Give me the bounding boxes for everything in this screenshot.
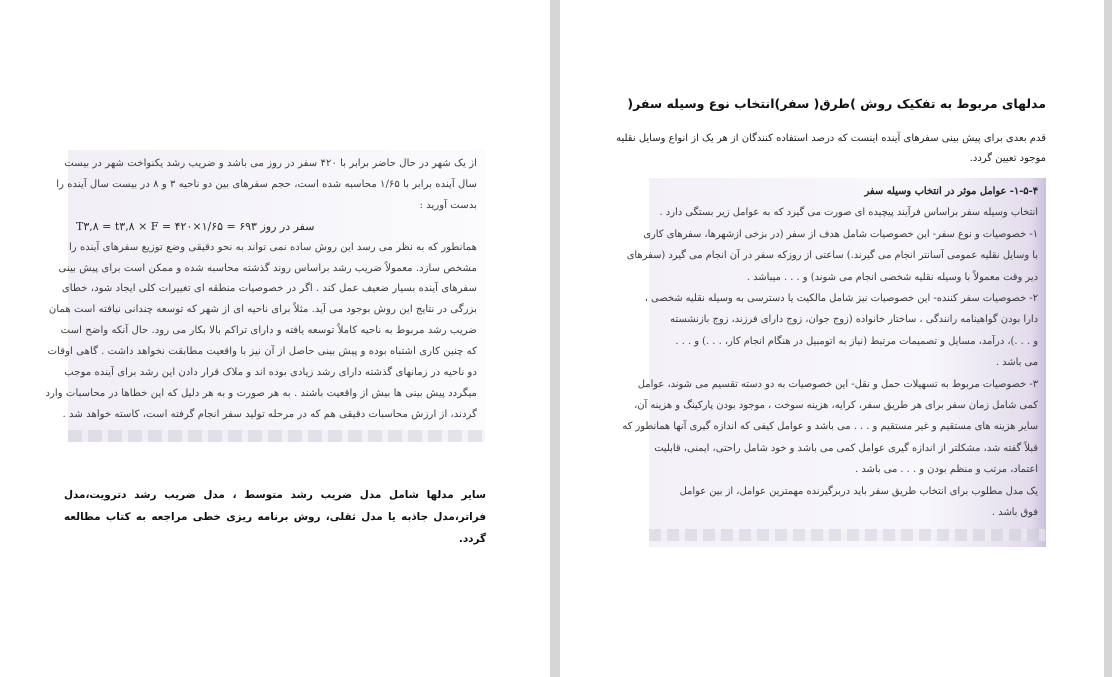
left-caption-paragraph: سایر مدلها شامل مدل ضریب رشد متوسط ، مدل ضریب رشد دترویت،مدل فراتر،مدل جاذبه یا مدل ثقلی، روش برنامه ریزی خطی مراجعه به کتاب مطالعه گردد. (64, 489, 486, 545)
scan-line: ۳- خصوصیات مربوط به تسهیلات حمل و نقل- این خصوصیات به دو دسته تقسیم می شوند، عوامل (637, 378, 1038, 390)
scan-line: از یک شهر در حال حاضر برابر با ۴۲۰ سفر در روز می باشد و ضریب رشد یکنواخت شهر در بیست (64, 158, 477, 169)
scan-line: اعتماد، مرتب و منظم بودن و . . . می باشد . (855, 464, 1038, 476)
scan-right-lines (622, 181, 1038, 524)
scan-line: فوق باشد . (991, 507, 1038, 519)
scan-line: میگردد پیش بینی ها بیش از واقعیت باشند . به هر صورت و به هر دلیل که این خطاها در محاسبات وارد (45, 387, 477, 399)
scan-line: می باشد . (995, 357, 1038, 369)
scan-line: گردند، از ارزش محاسبات دقیقی هم که در مرحله تولید سفر انجام گرفته است، کاسته خواهد شد . (62, 408, 477, 420)
scan-line: سفرهای آینده بسیار ضعیف عمل کند . اگر در خصوصیات منطقه ای تغییرات کلی ایجاد شود، خطای (61, 283, 477, 295)
scan-line: کمی شامل زمان سفر برای هر طریق سفر، کرایه، هزینه سوخت ، موجود بودن پارکینگ و هزینه آن، (634, 400, 1038, 412)
scan-line: دیر وقت معمولاً با وسیله نقلیه شخصی انجام می شوند) و . . . میباشد . (746, 271, 1038, 283)
scan-line: همانطور که به نظر می رسد این روش ساده نمی تواند به نحو دقیقی وضع توزیع سفرهای آینده را (68, 241, 477, 253)
scanned-text-image-right (622, 178, 1046, 547)
scan-line: که چنین کاری اشتباه بوده و پیش بینی حاصل از آن نیز با واقعیت مطابقت نخواهد داشت . گاهی اوقات (47, 346, 477, 358)
scan-line: دارا بودن گواهینامه رانندگی ، ساختار خانواده (زوج جوان، زوج دارای فرزند، زوج بازنشسته (670, 314, 1038, 326)
scan-bleed-through (68, 430, 485, 442)
scan-line: با وسایل نقلیه عمومی آسانتر انجام می گیرند.) ساعتی از روزکه سفر در آن انجام می گیرد (سفرهای (626, 250, 1038, 262)
scan-line: ضریب رشد مربوط به ناحیه کاملاً توسعه یافته و دارای تراکم بالا بکار می رود. حال آنکه واضح است (60, 325, 477, 337)
section-title: مدلهای مربوط به تفکیک روش )طرق( سفر)انتخاب نوع وسیله سفر( (627, 96, 1046, 111)
formula-line: T۳,۸ = t۳,۸ × F = ۴۲۰×۱/۶۵ = ۶۹۳ سفر در روز (76, 219, 315, 233)
scan-bleed-through (649, 529, 1046, 541)
scan-line: ۱- خصوصیات و نوع سفر- این خصوصیات شامل هدف از سفر (در بزخی ازشهرها، سفرهای کاری (643, 228, 1038, 240)
page-left (0, 0, 550, 677)
scan-line: بدست آورید : (419, 199, 477, 211)
scan-line: قبلاً گفته شد، مشکلتر از اندازه گیری عوامل کمی می باشد و خود شامل راحتی، ایمنی، قابلیت (654, 442, 1038, 454)
scan-line: و . . .)، درآمد، مسایل و تصمیمات مرتبط (نیاز به اتومبیل در هنگام انجام کار، . . .) و . . . (675, 335, 1038, 347)
page-right (560, 0, 1104, 677)
scan-line: ۲- خصوصیات سفر کننده- این خصوصیات نیز شامل مالکیت یا دسترسی به وسیله نقلیه شخصی ، (644, 293, 1038, 305)
scan-line: بزرگی در نتایج این روش بوجود می آید. مثلاً برای ناحیه ای از شهر که توسعه چندانی نیافته است همان (48, 304, 477, 316)
scanned-text-image-left (45, 150, 485, 442)
scan-line: سایر هزینه های مستقیم و غیر مستقیم و . . . می باشد و عوامل کیفی که اندازه گیری آنها همانطور که (622, 421, 1038, 433)
scan-line: انتخاب وسیله سفر براساس فرآیند پیچیده ای صورت می گیرد که به عوامل زیر بستگی دارد . (659, 207, 1038, 219)
scan-line: مشخص سازد. معمولاً ضریب رشد براساس روند گذشته محاسبه شده و ممکن است برای پیش بینی (58, 262, 477, 274)
scan-line: یک مدل مطلوب برای انتخاب طریق سفر باید دربرگیرنده مهمترین عوامل، از بین عوامل (679, 485, 1038, 497)
scan-heading: ۱-۵-۴- عوامل موثر در انتخاب وسیله سفر (864, 186, 1038, 197)
intro-paragraph: قدم بعدی برای پیش بینی سفرهای آینده اینست که درصد استفاده کنندگان از هر یک از انواع وسایل نقلیه موجود تعیین گردد. (616, 133, 1046, 164)
scan-line: دو ناحیه در زمانهای گذشته دارای رشد زیادی بوده اند و ملاک قرار دادن این رشد برای آینده موجب (64, 367, 477, 379)
scan-left-lines (45, 154, 477, 426)
scan-line: سال آینده برابر با ۱/۶۵ محاسبه شده است، حجم سفرهای بین دو ناحیه ۳ و ۸ در بیست سال آینده را (56, 178, 477, 190)
